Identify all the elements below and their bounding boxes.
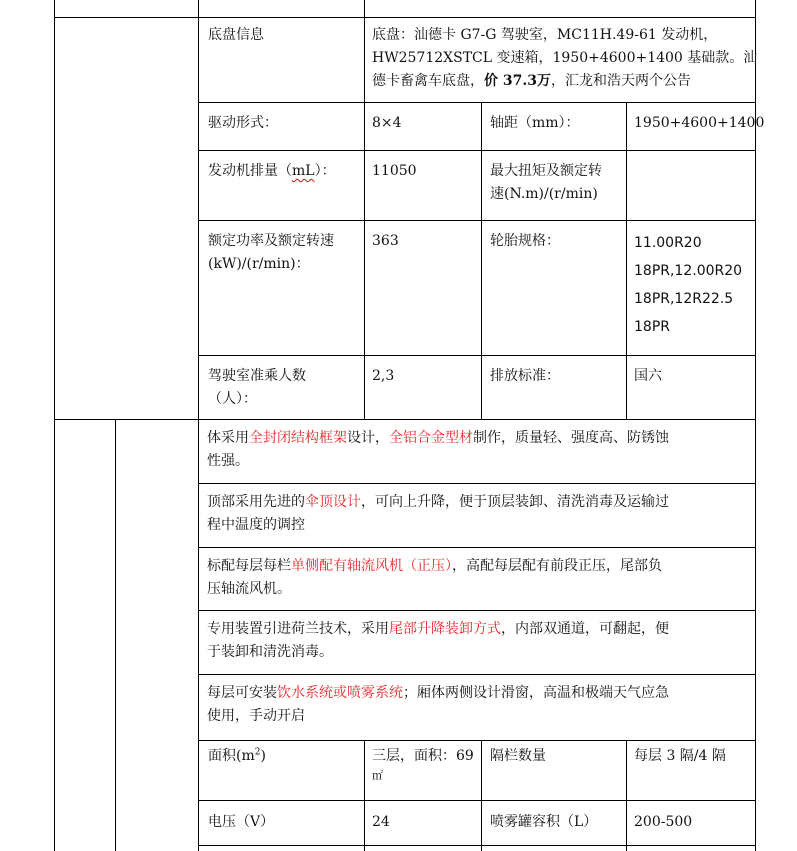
pens-value: 每层 3 隔/4 隔 (634, 748, 726, 764)
row-divider (198, 674, 756, 675)
row-divider (54, 419, 756, 420)
column-divider (115, 419, 116, 851)
row-divider (198, 220, 756, 221)
tire-spec: 11.00R20 18PR,12.00R20 18PR,12R22.5 18PR (634, 235, 743, 335)
feature-water: 每层可安装饮水系统或喷雾系统；厢体两侧设计滑窗，高温和极端天气应急 使用，手动开启 (207, 685, 669, 724)
power-label: 额定功率及额定转速 (kW)/(r/min)： (208, 233, 334, 272)
row-divider (198, 547, 756, 548)
feature-roof: 顶部采用先进的伞顶设计，可向上升降，便于顶层装卸、清洗消毒及运输过 程中温度的调控 (207, 494, 669, 533)
feature-loading: 专用装置引进荷兰技术，采用尾部升降装卸方式，内部双通道，可翻起，便 于装卸和清洗消毒。 (207, 621, 669, 660)
engine-value: 11050 (372, 163, 417, 179)
row-divider (198, 355, 756, 356)
column-divider (198, 0, 199, 851)
row-divider (198, 740, 756, 741)
row-divider (198, 150, 756, 151)
cab-value: 2,3 (372, 368, 395, 384)
emission-value: 国六 (634, 368, 662, 384)
torque-label: 最大扭矩及额定转 速(N.m)/(r/min) (490, 163, 602, 202)
chassis-line-2: HW25712XSTCL 变速箱，1950+4600+1400 基础款。汕 (372, 50, 758, 66)
row-divider (198, 610, 756, 611)
drive-label: 驱动形式： (208, 115, 278, 131)
engine-unit: mL (292, 163, 315, 179)
chassis-description (372, 24, 757, 93)
voltage-value: 24 (372, 814, 390, 830)
area-value: 三层，面积：69 ㎡ (372, 748, 474, 782)
drive-value: 8×4 (372, 115, 402, 131)
tank-value: 200-500 (634, 814, 693, 830)
voltage-label: 电压（V） (208, 814, 275, 830)
power-value: 363 (372, 233, 399, 249)
row-divider (198, 483, 756, 484)
column-divider (626, 740, 627, 851)
area-label: 面积$(m^2)$ (208, 747, 266, 764)
wheelbase-value: 1950+4600+1400 (634, 115, 765, 131)
feature-frame: 体采用全封闭结构框架设计，全铝合金型材制作，质量轻、强度高、防锈蚀 性强。 (207, 430, 669, 469)
chassis-line-1: 底盘：汕德卡 G7-G 驾驶室，MC11H.49-61 发动机， (372, 27, 718, 43)
row-divider (198, 800, 756, 801)
table-border-left (54, 0, 55, 851)
emission-label: 排放标准： (490, 368, 560, 384)
row-divider (198, 102, 756, 103)
chassis-line-3: 德卡畜禽车底盘，价 37.3万，汇龙和浩天两个公告 (372, 73, 691, 89)
tank-label: 喷雾罐容积（L） (490, 814, 598, 830)
column-divider (481, 740, 482, 851)
row-divider (54, 17, 756, 18)
column-divider (364, 0, 365, 102)
row-divider (198, 845, 756, 846)
wheelbase-label: 轴距（mm）： (490, 115, 580, 131)
column-divider (364, 740, 365, 851)
chassis-price: 价 37.3万 (484, 73, 551, 89)
cab-label: 驾驶室准乘人数 （人）： (208, 368, 306, 407)
engine-label: 发动机排量（mL）： (208, 163, 336, 179)
chassis-label: 底盘信息 (208, 27, 264, 43)
tire-label: 轮胎规格： (490, 233, 560, 249)
feature-ventilation: 标配每层每栏单侧配有轴流风机（正压），高配每层配有前段正压，尾部负 压轴流风机。 (207, 558, 662, 597)
pens-label: 隔栏数量 (490, 748, 546, 764)
